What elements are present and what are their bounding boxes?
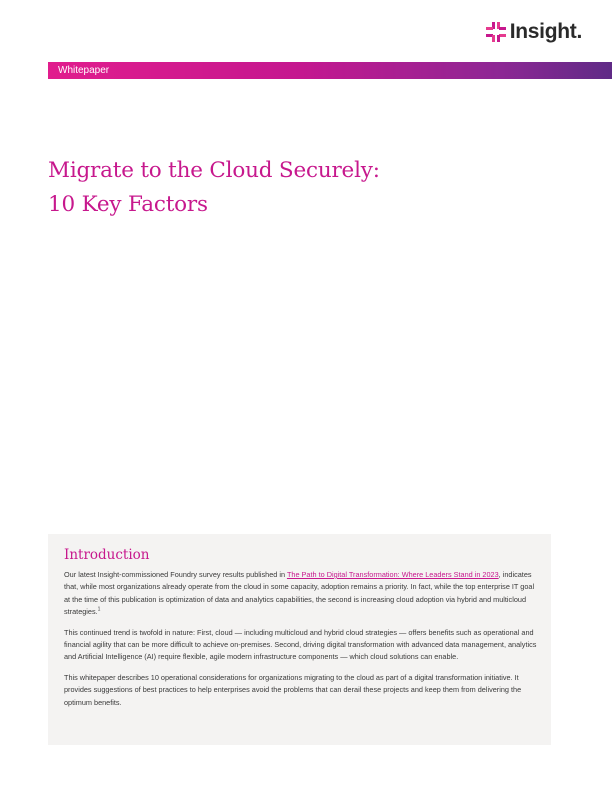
document-title	[48, 154, 568, 222]
intro-p1-after: , indicates that, while most organizations already operate from the cloud in some capacity, adoption remains a priority. In fact, while the top enterprise IT goal at the time of this publication is optimization of data and analytics capabilities, the second is increasing cloud adoption via hybrid and multicloud strategies.	[64, 570, 535, 617]
logo-wordmark: Insight.	[509, 20, 582, 43]
introduction-body	[64, 569, 538, 717]
intro-p1-before: Our latest Insight-commissioned Foundry survey results published in	[64, 570, 287, 579]
introduction-section	[48, 534, 551, 745]
intro-paragraph-2: This continued trend is twofold in nature: First, cloud — including multicloud and hybrid cloud strategies — offers benefits such as operational and financial agility that can be more difficult to achieve on-premises. Second, driving digital transformation with advanced data management, analytics and Artificial Intelligence (AI) require flexible, agile modern infrastructure components — which cloud solutions can enable.	[64, 627, 537, 662]
footnote-marker: 1	[97, 606, 101, 613]
whitepaper-banner	[48, 62, 612, 79]
insight-logo	[486, 19, 582, 45]
title-line-2: 10 Key Factors	[48, 192, 208, 217]
intro-paragraph-3: This whitepaper describes 10 operational considerations for organizations migrating to the cloud as part of a digital transformation initiative. It provides suggestions of best practices to help enterprises avoid the problems that can derail these projects and keep them from delivering the optimum benefits.	[64, 672, 522, 707]
intro-paragraph-1	[64, 569, 538, 619]
title-line-1: Migrate to the Cloud Securely:	[48, 158, 380, 183]
report-link[interactable]: The Path to Digital Transformation: Where Leaders Stand in 2023	[286, 570, 499, 579]
introduction-heading: Introduction	[64, 547, 150, 563]
banner-label: Whitepaper	[58, 65, 110, 76]
insight-hash-icon	[486, 22, 506, 42]
